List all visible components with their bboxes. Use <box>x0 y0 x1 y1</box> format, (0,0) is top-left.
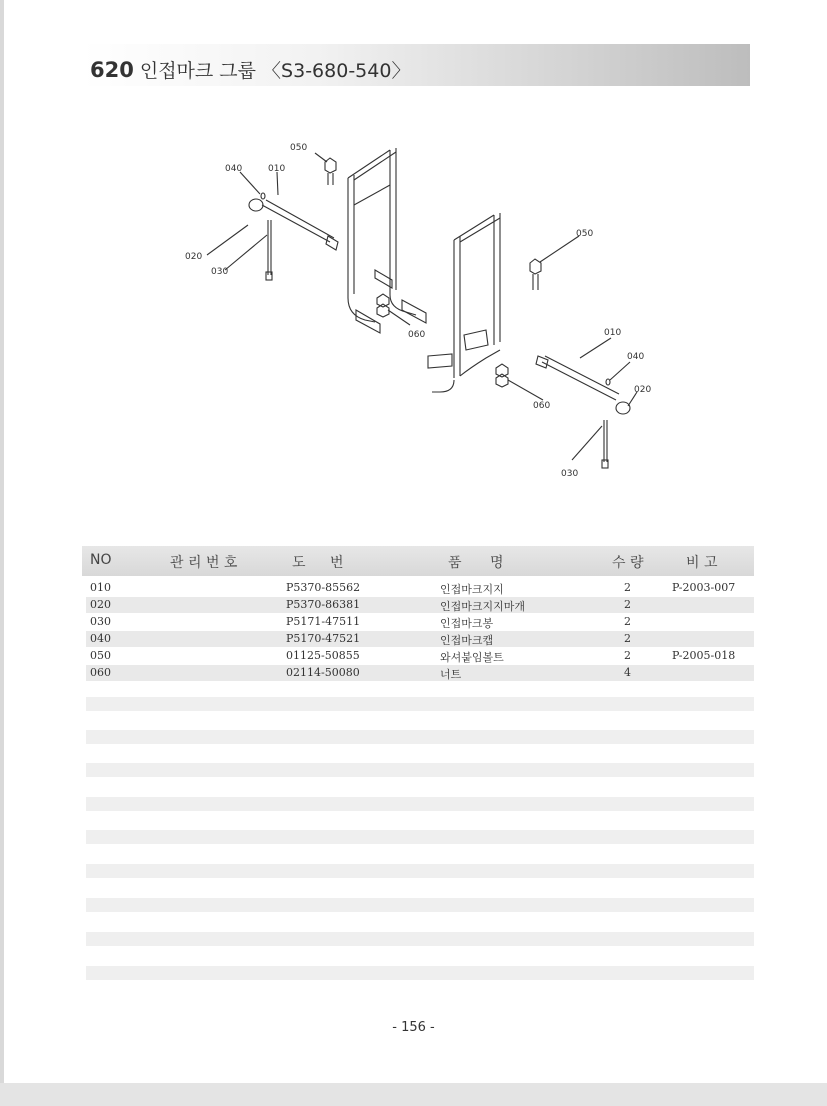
parts-diagram <box>170 130 670 490</box>
scan-edge <box>0 0 4 1106</box>
callout-label: 060 <box>533 401 551 411</box>
cell-drawing-number: P5170-47521 <box>286 632 361 645</box>
cell-no: 020 <box>90 598 111 611</box>
cell-quantity: 2 <box>624 615 631 628</box>
scan-bottom-strip <box>0 1083 827 1106</box>
col-header-mgmt-number: 관 리 번 호 <box>170 555 238 571</box>
empty-row-band <box>86 697 754 711</box>
empty-row-band <box>86 864 754 878</box>
page-title <box>90 56 410 83</box>
table-row <box>86 597 754 613</box>
col-header-no: NO <box>90 552 112 568</box>
cell-quantity: 2 <box>624 598 631 611</box>
table-row <box>86 648 754 664</box>
empty-row-band <box>86 932 754 946</box>
callout-label: 030 <box>211 267 229 277</box>
page-number: - 156 - <box>392 1020 435 1035</box>
cell-part-name: 인접마크캡 <box>440 634 494 647</box>
cell-drawing-number: P5370-86381 <box>286 598 361 611</box>
callout-label: 030 <box>561 469 579 479</box>
col-header-remark: 비 고 <box>686 555 718 571</box>
cell-quantity: 4 <box>624 666 631 679</box>
col-header-part-name: 품 명 <box>448 555 504 571</box>
cell-drawing-number: P5171-47511 <box>286 615 361 628</box>
callout-label: 040 <box>627 352 645 362</box>
cell-part-name: 와셔붙임볼트 <box>440 651 504 664</box>
cell-no: 060 <box>90 666 111 679</box>
cell-no: 050 <box>90 649 111 662</box>
callout-label: 060 <box>408 330 426 340</box>
col-header-quantity: 수 량 <box>612 555 644 571</box>
cell-drawing-number: P5370-85562 <box>286 581 361 594</box>
cell-remark: P-2003-007 <box>672 581 736 594</box>
callout-label: 020 <box>185 252 203 262</box>
empty-row-band <box>86 898 754 912</box>
empty-row-band <box>86 763 754 777</box>
table-row <box>86 580 754 596</box>
cell-quantity: 2 <box>624 632 631 645</box>
table-row <box>86 631 754 647</box>
callout-label: 050 <box>290 143 308 153</box>
callout-label: 010 <box>604 328 622 338</box>
callout-label: 040 <box>225 164 243 174</box>
callout-label: 010 <box>268 164 286 174</box>
table-row <box>86 665 754 681</box>
empty-row-band <box>86 797 754 811</box>
callout-label: 020 <box>634 385 652 395</box>
col-header-drawing-number: 도 번 <box>292 555 344 571</box>
group-number: 620 <box>90 58 134 82</box>
cell-part-name: 너트 <box>440 668 462 681</box>
callout-label: 050 <box>576 229 594 239</box>
table-row <box>86 614 754 630</box>
cell-no: 010 <box>90 581 111 594</box>
cell-part-name: 인접마크봉 <box>440 617 494 630</box>
cell-part-name: 인접마크지지 <box>440 583 504 596</box>
group-title: 인접마크 그룹 〈S3-680-540〉 <box>139 60 411 82</box>
empty-row-band <box>86 730 754 744</box>
cell-drawing-number: 02114-50080 <box>286 666 360 679</box>
cell-part-name: 인접마크지지마개 <box>440 600 526 613</box>
cell-no: 040 <box>90 632 111 645</box>
cell-quantity: 2 <box>624 649 631 662</box>
empty-row-band <box>86 830 754 844</box>
cell-no: 030 <box>90 615 111 628</box>
cell-remark: P-2005-018 <box>672 649 736 662</box>
cell-drawing-number: 01125-50855 <box>286 649 360 662</box>
cell-quantity: 2 <box>624 581 631 594</box>
empty-row-band <box>86 966 754 980</box>
